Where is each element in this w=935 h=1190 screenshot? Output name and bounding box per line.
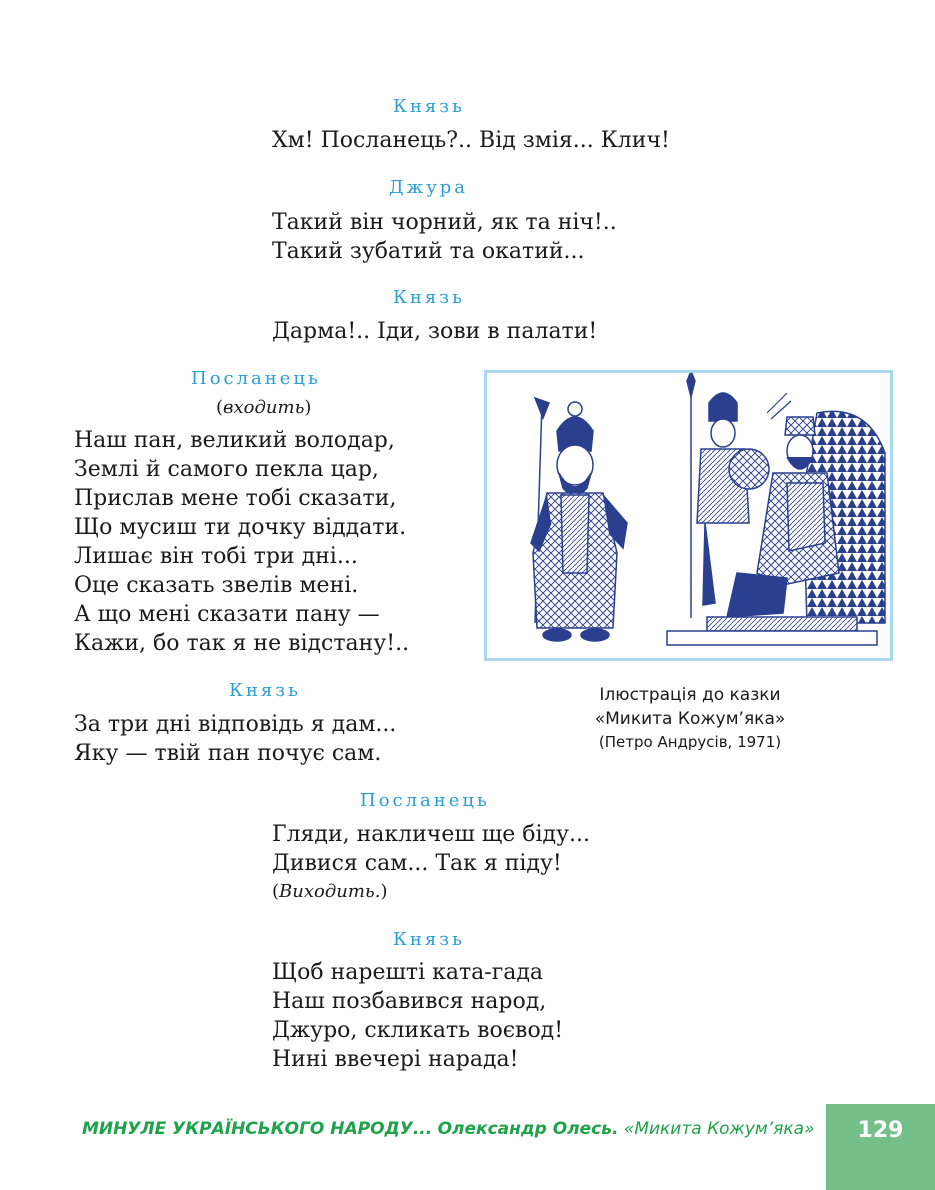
speaker-name: Джура	[389, 177, 469, 198]
caption-credit: (Петро Андрусів, 1971)	[598, 733, 782, 751]
verse-block	[272, 208, 617, 266]
verse-line: За три дні відповідь я дам...	[74, 712, 397, 737]
verse-line: Такий зубатий та окатий...	[272, 239, 585, 264]
verse-line: Гляди, накличеш ще біду...	[272, 822, 591, 847]
caption-line: «Микита Кожум’яка»	[594, 709, 786, 729]
verse-line: Лишає він тобі три дні...	[74, 544, 358, 569]
verse-line: А що мені сказати пану —	[74, 602, 380, 627]
speaker-name: Князь	[229, 680, 301, 701]
illustration-image	[487, 373, 890, 658]
speaker-name: Князь	[393, 96, 465, 117]
speaker-name: Князь	[393, 287, 465, 308]
footer-author: Олександр Олесь.	[437, 1119, 619, 1139]
verse-line: Прислав мене тобі сказати,	[74, 486, 397, 511]
verse-block	[272, 820, 590, 878]
stage-direction: (Виходить.)	[272, 881, 388, 902]
illustration-frame	[484, 370, 893, 661]
page-number: 129	[857, 1118, 904, 1143]
verse-line: Нині ввечері нарада!	[272, 1047, 519, 1072]
verse-block	[272, 958, 563, 1074]
verse-line: Землі й самого пекла цар,	[74, 457, 379, 482]
verse-line: Дарма!.. Іди, зови в палати!	[272, 319, 598, 344]
verse-line: Що мусиш ти дочку віддати.	[74, 515, 407, 540]
verse-block	[272, 317, 597, 346]
verse-line: Наш позбавився народ,	[272, 989, 547, 1014]
verse-line: Кажи, бо так я не відстану!..	[74, 631, 410, 656]
speaker-name: Князь	[393, 929, 465, 950]
stage-direction: (входить)	[216, 397, 312, 418]
verse-line: Яку — твій пан почує сам.	[74, 741, 382, 766]
footer-section: МИНУЛЕ УКРАЇНСЬКОГО НАРОДУ...	[82, 1119, 433, 1139]
verse-line: Хм! Посланець?.. Від змія... Клич!	[272, 128, 670, 153]
verse-block	[74, 426, 409, 658]
verse-line: Дивися сам... Так я піду!	[272, 851, 562, 876]
verse-line: Щоб нарешті ката-гада	[272, 960, 544, 985]
verse-line: Оце сказать звелів мені.	[74, 573, 359, 598]
speaker-name: Посланець	[191, 368, 321, 389]
verse-block	[74, 710, 396, 768]
caption-line: Ілюстрація до казки	[599, 685, 781, 705]
page-number-box	[826, 1104, 935, 1190]
verse-line: Джуро, скликать воєвод!	[272, 1018, 564, 1043]
footer-work: «Микита Кожум’яка»	[623, 1119, 815, 1139]
verse-block	[272, 126, 670, 155]
verse-line: Наш пан, великий володар,	[74, 428, 395, 453]
speaker-name: Посланець	[360, 790, 490, 811]
footer-running-title	[82, 1119, 815, 1139]
verse-line: Такий він чорний, як та ніч!..	[272, 210, 617, 235]
illustration-caption	[540, 683, 840, 753]
